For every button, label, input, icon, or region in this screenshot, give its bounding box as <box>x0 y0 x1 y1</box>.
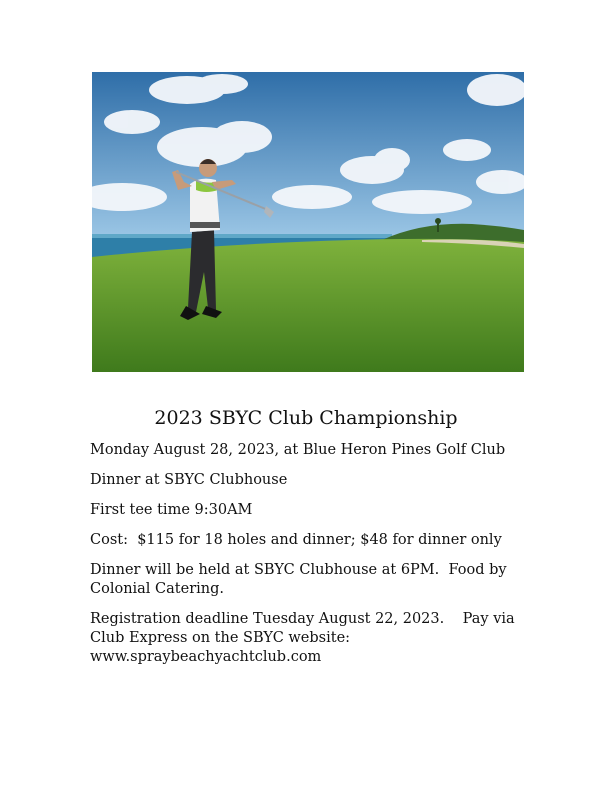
date-venue: Monday August 28, 2023, at Blue Heron Pines Golf Club <box>90 442 506 458</box>
hero-photo <box>92 72 524 372</box>
dinner-location: Dinner at SBYC Clubhouse <box>90 472 288 488</box>
golfer-illustration <box>92 72 524 372</box>
dinner-time: Dinner will be held at SBYC Clubhouse at 6PM. Food by Colonial Catering. <box>90 562 512 597</box>
cost: Cost: $115 for 18 holes and dinner; $48 for dinner only <box>90 532 502 548</box>
registration: Registration deadline Tuesday August 22, 2023. Pay via Club Express on the SBYC website: www.spraybeachyachtclub.com <box>90 611 520 665</box>
fairway <box>92 239 524 372</box>
page-title: 2023 SBYC Club Championship <box>154 407 458 429</box>
event-details <box>90 441 530 678</box>
tee-time: First tee time 9:30AM <box>90 502 253 518</box>
